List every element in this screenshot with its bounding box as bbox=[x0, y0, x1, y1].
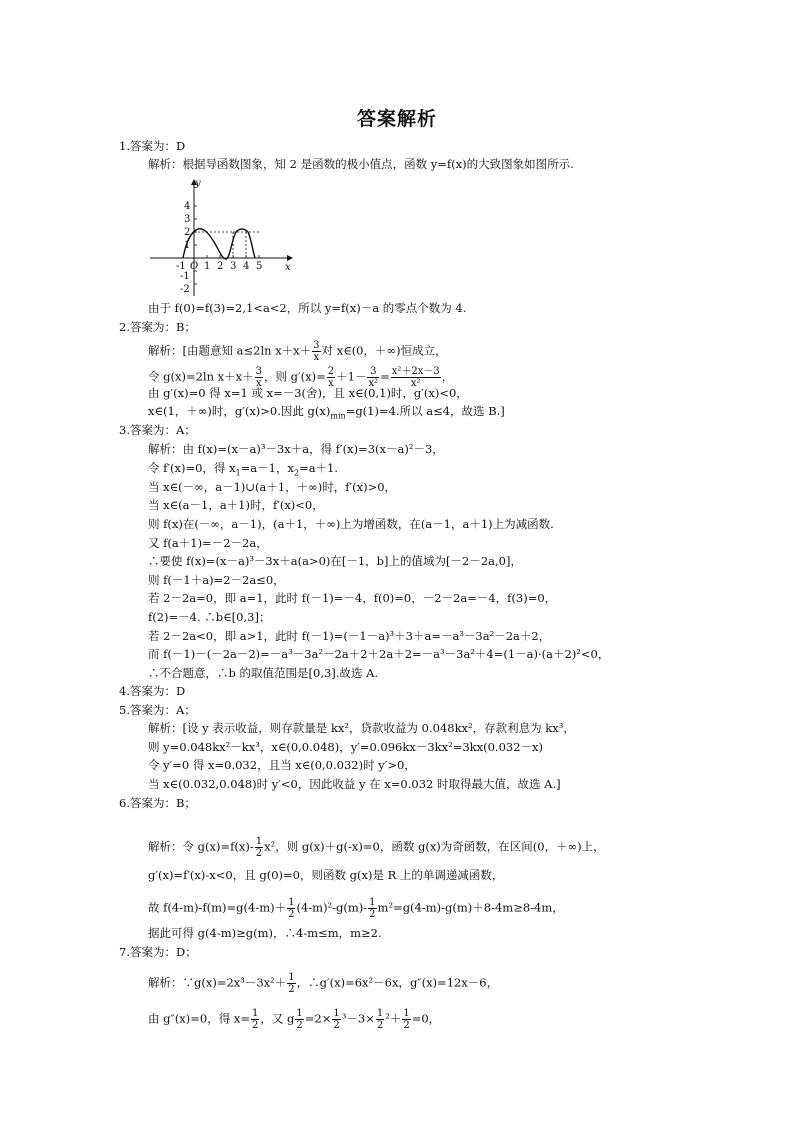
solution-line: 又 f(a＋1)=－2－2a， bbox=[148, 536, 268, 550]
text-run: m²=g(4-m)-g(m)＋8-4m≥8-4m， bbox=[377, 900, 564, 915]
denominator: 2 bbox=[296, 1020, 303, 1031]
text-run: 解析：[由题意知 a≤2ln x＋x＋ bbox=[148, 343, 312, 358]
fraction bbox=[295, 1008, 303, 1031]
fraction bbox=[287, 972, 295, 995]
fraction bbox=[368, 897, 376, 920]
numerator: 1 bbox=[296, 1008, 303, 1019]
solution-line: 据此可得 g(4-m)≥g(m)，∴4-m≤m，m≥2. bbox=[148, 926, 382, 940]
y-tick-label: -1 bbox=[180, 271, 190, 282]
text-run: =a＋1. bbox=[299, 461, 339, 475]
denominator: x bbox=[328, 378, 334, 389]
text-run: ，则 g′(x)= bbox=[264, 369, 326, 384]
fraction bbox=[255, 836, 263, 859]
text-run: 由 g″(x)=0，得 x= bbox=[148, 1011, 251, 1026]
numerator: 1 bbox=[376, 1008, 384, 1019]
denominator: 2 bbox=[369, 909, 376, 920]
denominator: x bbox=[313, 352, 320, 363]
denominator: 2 bbox=[376, 1020, 384, 1031]
denominator: x² bbox=[410, 378, 421, 389]
fraction bbox=[327, 366, 335, 389]
fraction bbox=[391, 366, 441, 389]
denominator: 2 bbox=[288, 984, 295, 995]
answer-heading: 1.答案为：D bbox=[119, 139, 186, 153]
solution-line: 则 f(－1＋a)=2－2a≤0， bbox=[148, 573, 285, 587]
answer-heading: 7.答案为：D； bbox=[119, 945, 197, 959]
numerator: 1 bbox=[252, 1008, 259, 1019]
solution-line: 当 x∈(－∞，a－1)∪(a＋1，＋∞)时，f′(x)>0， bbox=[148, 480, 397, 494]
text-run: 令 f′(x)=0，得 x bbox=[148, 461, 236, 475]
subscript: min bbox=[330, 411, 346, 421]
text-run: (4-m)²-g(m)- bbox=[296, 900, 368, 915]
text-run: 故 f(4-m)-f(m)=g(4-m)＋ bbox=[148, 900, 287, 915]
solution-line: 解析：根据导函数图象，知 2 是函数的极小值点，函数 y=f(x)的大致图象如图所示. bbox=[148, 157, 574, 171]
text-run: 解析：∵g(x)=2x³－3x²＋ bbox=[148, 975, 287, 990]
numerator: 2 bbox=[327, 366, 335, 377]
text-run: =0， bbox=[411, 1011, 441, 1026]
fraction bbox=[376, 1008, 384, 1031]
text-run: x∈(1，＋∞)时，g′(x)>0.因此 g(x) bbox=[148, 404, 331, 418]
text-run: ，又 g bbox=[260, 1011, 295, 1026]
numerator: x²＋2x－3 bbox=[391, 366, 440, 377]
subscript: 2 bbox=[293, 468, 300, 478]
solution-line bbox=[148, 460, 338, 481]
solution-line: 当 x∈(0.032,0.048)时 y′<0，因此收益 y 在 x=0.032 时取得最大值，故选 A.] bbox=[148, 777, 561, 791]
y-tick-label: 3 bbox=[184, 214, 191, 225]
fraction bbox=[312, 340, 320, 363]
x-tick-label: 4 bbox=[243, 261, 250, 272]
denominator: 2 bbox=[252, 1020, 259, 1031]
answer-heading: 6.答案为：B； bbox=[119, 796, 196, 810]
x-tick-label: 5 bbox=[256, 261, 263, 272]
numerator: 1 bbox=[403, 1008, 410, 1019]
solution-line: 解析：[设 y 表示收益，则存款量是 kx²，贷款收益为 0.048kx²，存款利息为 kx³， bbox=[148, 721, 575, 735]
numerator: 3 bbox=[255, 366, 263, 377]
numerator: 1 bbox=[333, 1008, 340, 1019]
answer-heading: 2.答案为：B； bbox=[119, 320, 196, 334]
text-run: ， bbox=[441, 369, 454, 384]
solution-line: 令 y′=0 得 x=0.032，且当 x∈(0,0.032)时 y′>0， bbox=[148, 758, 416, 772]
fraction bbox=[287, 897, 295, 920]
solution-line: 若 2－2a=0，即 a=1，此时 f(－1)=－4，f(0)=0，－2－2a=－4，f(3)=0， bbox=[148, 591, 557, 605]
text-run: =g(1)=4.所以 a≤4，故选 B.] bbox=[345, 404, 505, 418]
fraction bbox=[332, 1008, 340, 1031]
solution-line: 则 f(x)在(－∞，a－1)，(a＋1，＋∞)上为增函数，在(a－1，a＋1)上为减函数. bbox=[148, 517, 554, 531]
x-tick-label: 2 bbox=[217, 261, 224, 272]
text-run: =a－1，x bbox=[240, 461, 294, 475]
text-run: ＋1－ bbox=[336, 369, 367, 384]
numerator: 1 bbox=[288, 897, 295, 908]
text-run: = bbox=[380, 369, 390, 384]
subscript: 1 bbox=[235, 468, 241, 478]
solution-line: ∴不合题意，∴b 的取值范围是[0,3].故选 A. bbox=[148, 666, 379, 680]
text-run: ²＋ bbox=[385, 1011, 402, 1026]
x-tick-label: 3 bbox=[230, 261, 237, 272]
text-run: 对 x∈(0，＋∞)恒成立， bbox=[321, 343, 447, 358]
answer-heading: 5.答案为：A； bbox=[119, 703, 196, 717]
x-tick-label: -1 bbox=[176, 261, 186, 272]
denominator: x² bbox=[368, 378, 379, 389]
x-axis-label: x bbox=[285, 262, 291, 273]
y-tick-label: -2 bbox=[180, 284, 190, 295]
text-run: 解析：令 g(x)=f(x)- bbox=[148, 839, 254, 854]
x-tick-label: 1 bbox=[204, 261, 211, 272]
text-run: 令 g(x)=2ln x＋x＋ bbox=[148, 369, 254, 384]
page-title: 答案解析 bbox=[356, 108, 437, 130]
solution-line: 若 2－2a<0，即 a>1，此时 f(－1)=(－1－a)³＋3＋a=－a³－3a²－2a＋2， bbox=[148, 629, 551, 643]
fraction bbox=[251, 1008, 259, 1031]
solution-line bbox=[148, 1008, 440, 1031]
y-tick-label: 2 bbox=[184, 227, 191, 238]
numerator: 3 bbox=[313, 340, 320, 351]
origin-label: O bbox=[190, 261, 199, 272]
fraction bbox=[402, 1008, 410, 1031]
solution-line: 则 y=0.048kx²－kx³，x∈(0,0.048)，y′=0.096kx－3kx²=3kx(0.032－x) bbox=[148, 740, 543, 754]
y-tick-label: 1 bbox=[184, 240, 191, 251]
fraction bbox=[255, 366, 263, 389]
solution-line bbox=[148, 403, 505, 424]
denominator: 2 bbox=[255, 848, 263, 859]
denominator: 2 bbox=[403, 1020, 410, 1031]
denominator: 2 bbox=[288, 909, 295, 920]
answer-heading: 3.答案为：A； bbox=[119, 423, 196, 437]
numerator: 1 bbox=[288, 972, 295, 983]
solution-line: 由 g′(x)=0 得 x=1 或 x=－3(舍)，且 x∈(0,1)时，g′(x)<0， bbox=[148, 386, 468, 400]
solution-line: 而 f(－1)－(－2a－2)=－a³－3a²－2a＋2＋2a＋2=－a³－3a²＋4=(1－a)·(a＋2)²<0， bbox=[148, 647, 610, 661]
text-run: ³－3× bbox=[341, 1011, 375, 1026]
solution-line: 当 x∈(a－1，a＋1)时，f′(x)<0， bbox=[148, 498, 324, 512]
solution-line bbox=[148, 340, 447, 363]
numerator: 3 bbox=[367, 366, 379, 378]
y-axis-label: y bbox=[195, 178, 201, 189]
numerator: 1 bbox=[369, 897, 376, 908]
solution-line: 由于 f(0)=f(3)=2,1<a<2，所以 y=f(x)－a 的零点个数为 4. bbox=[148, 301, 467, 315]
solution-line: ∴要使 f(x)=(x－a)³－3x＋a(a>0)在[－1，b]上的值域为[－2－2a,0]， bbox=[148, 554, 522, 568]
denominator: x bbox=[256, 378, 262, 389]
text-run: x²，则 g(x)＋g(-x)=0，函数 g(x)为奇函数，在区间(0，＋∞)上， bbox=[264, 839, 605, 854]
solution-line bbox=[148, 836, 605, 859]
text-run: =2× bbox=[304, 1011, 332, 1026]
denominator: 2 bbox=[333, 1020, 340, 1031]
solution-line bbox=[148, 897, 564, 920]
text-run: ，∴g′(x)=6x²－6x，g″(x)=12x－6， bbox=[296, 975, 499, 990]
y-tick-label: 4 bbox=[184, 201, 191, 212]
solution-line bbox=[148, 972, 498, 995]
solution-line: 解析：由 f(x)=(x－a)³－3x＋a，得 f′(x)=3(x－a)²－3， bbox=[148, 442, 444, 456]
fraction bbox=[367, 366, 379, 389]
solution-line: f(2)=－4. ∴b∈[0,3]； bbox=[148, 610, 271, 624]
answer-heading: 4.答案为：D bbox=[119, 684, 186, 698]
function-graph bbox=[146, 176, 296, 298]
solution-line: g′(x)=f′(x)-x<0，且 g(0)=0，则函数 g(x)是 R 上的单调递减函数， bbox=[148, 868, 504, 882]
solution-line bbox=[148, 366, 453, 389]
numerator: 1 bbox=[255, 836, 263, 847]
